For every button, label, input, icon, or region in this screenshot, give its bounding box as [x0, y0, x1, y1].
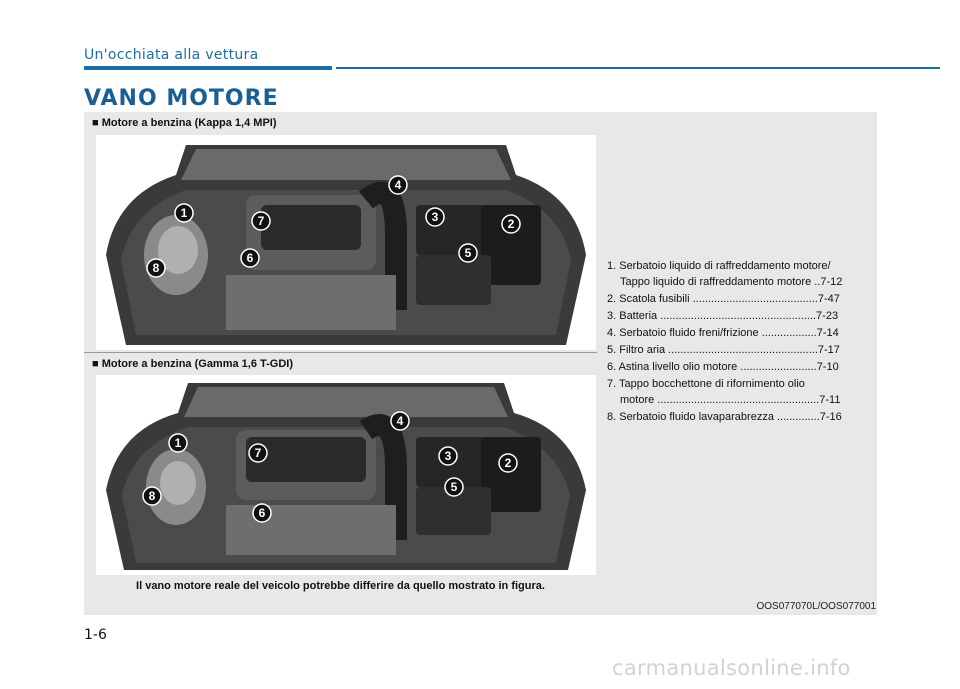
section-header: Un'occhiata alla vettura	[84, 47, 259, 63]
watermark: carmanualsonline.info	[612, 656, 851, 680]
header-rule-thin	[336, 67, 940, 69]
callout-8: 8	[152, 261, 160, 275]
callout-7: 7	[254, 446, 262, 460]
engine-heading-kappa: ■ Motore a benzina (Kappa 1,4 MPI)	[92, 117, 277, 129]
legend-item: 4. Serbatoio fluido freni/frizione ..................7-14	[607, 327, 839, 339]
callout-2: 2	[507, 217, 515, 231]
component-legend	[607, 258, 869, 426]
engine-bay-gamma-image	[96, 375, 596, 575]
callout-4: 4	[394, 178, 402, 192]
callout-3: 3	[431, 210, 439, 224]
legend-item: 1. Serbatoio liquido di raffreddamento motore/ Tappo liquido di raffreddamento motore ..7-12	[607, 260, 843, 288]
image-code: OOS077070L/OOS077001	[756, 601, 876, 612]
callout-4: 4	[396, 414, 404, 428]
callout-5: 5	[450, 480, 458, 494]
legend-item: 6. Astina livello olio motore .........................7-10	[607, 361, 839, 373]
legend-item: 7. Tappo bocchettone di rifornimento olio motore .....................................................7-11	[607, 378, 841, 406]
engine-bay-kappa-image	[96, 135, 596, 350]
engine-heading-gamma: ■ Motore a benzina (Gamma 1,6 T-GDI)	[92, 358, 294, 370]
figure-divider	[84, 352, 597, 353]
callout-7: 7	[257, 214, 265, 228]
callout-5: 5	[464, 246, 472, 260]
callout-6: 6	[246, 251, 254, 265]
callout-1: 1	[174, 436, 182, 450]
legend-item: 5. Filtro aria .................................................7-17	[607, 344, 840, 356]
callout-8: 8	[148, 489, 156, 503]
figure-footnote: Il vano motore reale del veicolo potrebbe differire da quello mostrato in figura.	[136, 580, 545, 592]
legend-item: 2. Scatola fusibili .........................................7-47	[607, 293, 840, 305]
callout-6: 6	[258, 506, 266, 520]
callout-3: 3	[444, 449, 452, 463]
callout-1: 1	[180, 206, 188, 220]
callout-2: 2	[504, 456, 512, 470]
legend-item: 3. Batteria ...................................................7-23	[607, 310, 839, 322]
header-rule-thick	[84, 66, 332, 70]
page-number: 1-6	[84, 627, 107, 643]
page-title: VANO MOTORE	[84, 86, 279, 111]
legend-item: 8. Serbatoio fluido lavaparabrezza ..............7-16	[607, 411, 842, 423]
